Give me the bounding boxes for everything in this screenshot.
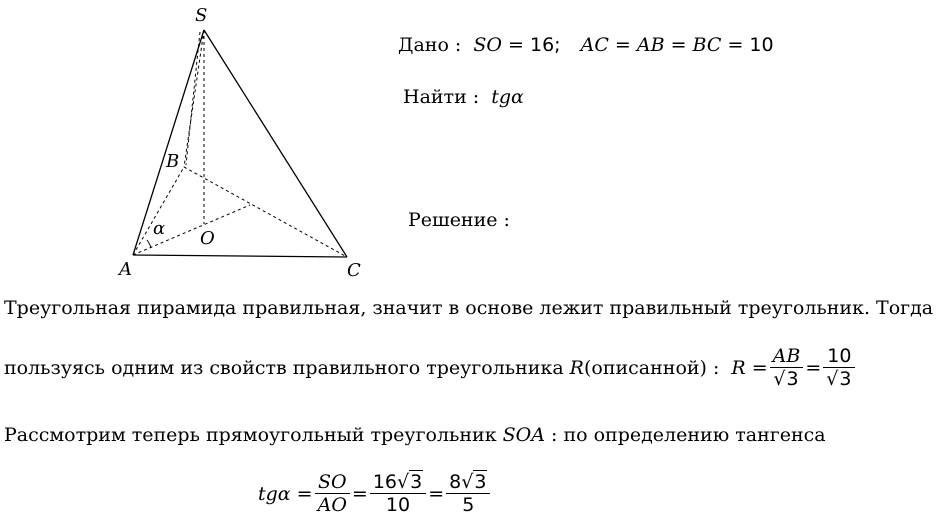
label-a: A: [119, 259, 132, 280]
formula-tg-f2-den: 10: [385, 494, 411, 516]
formula-tg-f3-sqrt: 3: [474, 471, 487, 493]
find-label: Найти :: [403, 86, 480, 108]
formula-tg-f3-den: 5: [462, 494, 475, 516]
formula-r-f1-num: AB: [770, 346, 804, 368]
line3-text: Рассмотрим теперь прямоугольный треугольник: [4, 424, 497, 446]
edge-sb: [184, 30, 204, 167]
find-line: [403, 86, 524, 108]
given-label: Дано :: [398, 34, 462, 56]
body-line-3: [4, 424, 826, 446]
given-side-value: 10: [749, 34, 774, 56]
pyramid-diagram: [0, 0, 380, 290]
solution-label: Решение :: [408, 209, 510, 231]
formula-r-lhs: R =: [731, 356, 768, 379]
formula-tg-f2-coef: 16: [372, 471, 398, 493]
formula-tg: [258, 472, 492, 515]
formula-r-eq: =: [805, 356, 822, 379]
formula-tg-eq2: =: [428, 482, 445, 505]
body-line-2: [4, 346, 857, 389]
line2-paren: (описанной) :: [583, 356, 720, 379]
given-equality: AC = AB = BC =: [580, 34, 744, 56]
label-b: B: [166, 151, 180, 172]
body-line-1: Треугольная пирамида правильная, значит в основе лежит правильный треугольник. Тогда: [4, 297, 934, 319]
formula-tg-f3-coef: 8: [449, 471, 462, 493]
formula-tg-lhs: tgα =: [258, 482, 313, 505]
formula-tg-eq1: =: [351, 482, 368, 505]
formula-r-frac-2: $\frac{10}{√3}$: [823, 346, 855, 389]
line2-text: пользуясь одним из свойств правильного треугольника: [4, 356, 564, 379]
edge-sa: [133, 30, 204, 255]
line3-rest: : по определению тангенса: [551, 424, 826, 446]
edge-ac: [133, 255, 347, 257]
formula-r-f2-num: 10: [823, 346, 855, 368]
given-so-var: SO: [473, 34, 502, 56]
label-c: C: [347, 260, 361, 281]
line2-r: R: [569, 356, 584, 379]
edge-sc: [204, 30, 347, 257]
label-alpha: α: [153, 218, 166, 239]
formula-tg-frac-1: [315, 472, 350, 515]
label-o: O: [200, 228, 215, 249]
formula-tg-f1-num: SO: [315, 472, 350, 494]
find-expr: tgα: [491, 86, 524, 108]
formula-tg-f1-den: AO: [317, 494, 347, 516]
line3-var: SOA: [502, 424, 545, 446]
label-s: S: [195, 5, 208, 26]
angle-alpha-arc: [147, 240, 151, 248]
formula-tg-f2-sqrt: 3: [410, 471, 423, 493]
formula-tg-frac-2: $\frac{16√3}{10}$: [370, 472, 426, 515]
edge-ab: [133, 167, 184, 255]
given-line: Дано : SO = 16; AC = AB = BC = 10: [398, 34, 774, 56]
formula-r-f2-den: 3: [839, 368, 852, 390]
formula-r-f1-den: 3: [786, 368, 799, 390]
formula-tg-frac-3: $\frac{8√3}{5}$: [446, 472, 490, 515]
formula-r-frac-1: $\frac{AB}{√3}$: [770, 346, 804, 389]
given-so-value: 16;: [529, 34, 561, 56]
edge-sb-2: [186, 32, 200, 165]
